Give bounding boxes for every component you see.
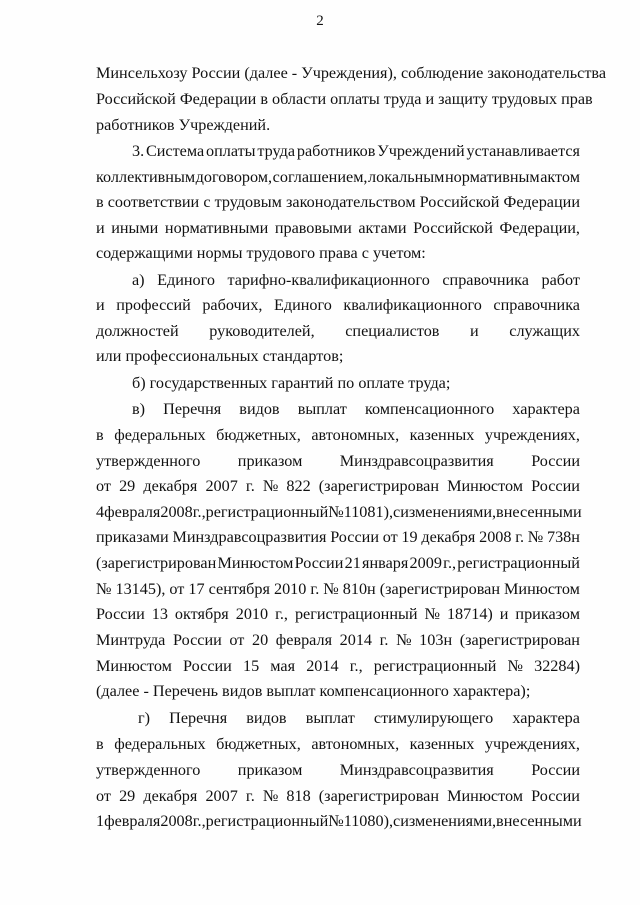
line-19 bbox=[96, 527, 580, 547]
word: видов bbox=[239, 400, 280, 418]
word: с bbox=[203, 193, 211, 211]
word: устанавливается bbox=[466, 142, 580, 160]
word: Федерации, bbox=[499, 219, 580, 237]
word: Минздравсоцразвития bbox=[339, 761, 494, 779]
line-3: работников Учреждений. bbox=[96, 116, 271, 134]
word: 11080), bbox=[343, 812, 394, 830]
word: № bbox=[328, 812, 344, 830]
word: февраля bbox=[104, 503, 161, 521]
word: октября bbox=[174, 605, 229, 623]
word: изменениями, bbox=[400, 503, 497, 521]
line-27 bbox=[96, 734, 580, 754]
word: с bbox=[393, 812, 401, 830]
line-30 bbox=[96, 811, 580, 831]
word: г. bbox=[310, 580, 320, 598]
word: должностей bbox=[96, 322, 179, 340]
word: 15 bbox=[242, 657, 260, 675]
word: автономных, bbox=[311, 426, 400, 444]
word: № bbox=[262, 477, 279, 495]
line-5 bbox=[96, 167, 580, 187]
word: 103н bbox=[419, 631, 453, 649]
word: Перечня bbox=[169, 709, 228, 727]
word: России bbox=[183, 657, 232, 675]
word: справочника bbox=[493, 296, 580, 314]
word: коллективным bbox=[96, 168, 196, 186]
word: работ bbox=[541, 271, 580, 289]
word: 3. bbox=[132, 142, 145, 160]
word: России bbox=[531, 761, 580, 779]
word: 4 bbox=[96, 503, 105, 521]
word: г., bbox=[275, 605, 288, 623]
word: характера bbox=[512, 709, 580, 727]
line-2: Российской Федерации в области оплаты труда и защиту трудовых прав bbox=[96, 90, 593, 108]
line-7 bbox=[96, 218, 580, 238]
word: квалификационного bbox=[343, 296, 482, 314]
line-22 bbox=[96, 604, 580, 624]
line-20 bbox=[96, 553, 580, 573]
word: в bbox=[96, 735, 104, 753]
word: № bbox=[328, 503, 344, 521]
word: справочника bbox=[442, 271, 529, 289]
word: г. bbox=[245, 787, 255, 805]
word: 822 bbox=[286, 477, 311, 495]
word: иными bbox=[111, 219, 159, 237]
line-21 bbox=[96, 579, 580, 599]
word: профессий bbox=[116, 296, 191, 314]
word: выплат bbox=[297, 400, 347, 418]
word: рабочих, bbox=[202, 296, 263, 314]
word: от bbox=[169, 580, 185, 598]
word: приказом bbox=[237, 452, 303, 470]
word: нормативным bbox=[444, 168, 540, 186]
line-1: Минсельхозу России (далее - Учреждения), соблюдение законодательства bbox=[96, 64, 607, 82]
word: (зарегистрирован bbox=[318, 477, 440, 495]
word: Минюстом bbox=[504, 580, 580, 598]
word: № bbox=[96, 580, 112, 598]
word: 2010 bbox=[235, 605, 269, 623]
word: России bbox=[330, 528, 379, 546]
word: актом bbox=[540, 168, 580, 186]
word: 2008 bbox=[160, 812, 193, 830]
line-4 bbox=[96, 141, 580, 161]
word: г., bbox=[443, 554, 457, 572]
word: Перечня bbox=[163, 400, 222, 418]
word: России bbox=[96, 605, 145, 623]
word: сентября bbox=[208, 580, 270, 598]
word: Минздравсоцразвития bbox=[339, 452, 494, 470]
word: 818 bbox=[286, 787, 311, 805]
word: 738н bbox=[546, 528, 580, 546]
word: (зарегистрирован bbox=[459, 631, 580, 649]
word: с bbox=[393, 503, 401, 521]
word: мая bbox=[270, 657, 296, 675]
word: приказами bbox=[96, 528, 169, 546]
word: Система bbox=[145, 142, 205, 160]
word: № bbox=[262, 787, 279, 805]
word: в bbox=[96, 193, 104, 211]
word: локальным bbox=[368, 168, 445, 186]
word: 810н bbox=[342, 580, 376, 598]
word: регистрационный bbox=[205, 812, 329, 830]
word: стимулирующего bbox=[373, 709, 494, 727]
page-number: 2 bbox=[316, 13, 324, 29]
word: 2008 bbox=[479, 528, 512, 546]
word: регистрационный bbox=[373, 657, 497, 675]
line-24 bbox=[96, 656, 580, 676]
line-13: б) государственных гарантий по оплате труда; bbox=[132, 374, 451, 392]
word: от bbox=[382, 528, 398, 546]
word: Единого bbox=[157, 271, 215, 289]
line-18 bbox=[96, 502, 580, 522]
word: России bbox=[294, 554, 344, 572]
word: 17 bbox=[188, 580, 205, 598]
word: труда bbox=[257, 142, 296, 160]
line-26 bbox=[96, 708, 580, 728]
word: России bbox=[531, 787, 580, 805]
word: в) bbox=[132, 400, 146, 418]
word: характера bbox=[512, 400, 580, 418]
word: утвержденного bbox=[96, 452, 201, 470]
word: 2009 bbox=[409, 554, 442, 572]
word: Минюстом bbox=[447, 477, 524, 495]
word: г. bbox=[245, 477, 255, 495]
word: Учреждений bbox=[377, 142, 465, 160]
word: компенсационного bbox=[364, 400, 495, 418]
word: законодательством bbox=[286, 193, 416, 211]
word: 13145), bbox=[115, 580, 166, 598]
word: 2010 bbox=[273, 580, 307, 598]
word: внесенными bbox=[496, 812, 582, 830]
word: федеральных bbox=[114, 735, 206, 753]
word: 20 bbox=[251, 631, 269, 649]
word: Российской bbox=[419, 193, 500, 211]
line-9 bbox=[96, 270, 580, 290]
word: актами bbox=[358, 219, 407, 237]
word: декабря bbox=[143, 477, 198, 495]
line-10 bbox=[96, 295, 580, 315]
word: бюджетных, bbox=[216, 735, 301, 753]
word: декабря bbox=[143, 787, 198, 805]
word: России bbox=[531, 477, 580, 495]
word: 2014 bbox=[306, 657, 339, 675]
word: Федерации bbox=[503, 193, 580, 211]
word: приказом bbox=[237, 761, 303, 779]
word: трудовым bbox=[214, 193, 282, 211]
word: регистрационный bbox=[457, 554, 580, 572]
word: регистрационный bbox=[205, 503, 329, 521]
line-16 bbox=[96, 451, 580, 471]
word: (зарегистрирован bbox=[379, 580, 500, 598]
word: 1 bbox=[96, 812, 105, 830]
word: оплаты bbox=[206, 142, 256, 160]
word: изменениями, bbox=[400, 812, 497, 830]
line-14 bbox=[96, 399, 580, 419]
word: Минтруда bbox=[96, 631, 166, 649]
word: автономных, bbox=[311, 735, 400, 753]
line-12: или профессиональных стандартов; bbox=[96, 347, 344, 365]
word: казенных bbox=[409, 426, 475, 444]
line-6 bbox=[96, 192, 580, 212]
word: договором, bbox=[195, 168, 273, 186]
word: приказом bbox=[515, 605, 580, 623]
word: Минюстом bbox=[217, 554, 294, 572]
word: 29 bbox=[119, 787, 136, 805]
word: регистрационный bbox=[294, 605, 418, 623]
word: специалистов bbox=[345, 322, 440, 340]
word: г., bbox=[192, 812, 206, 830]
word: № bbox=[424, 605, 440, 623]
word: № bbox=[507, 657, 523, 675]
word: февраля bbox=[275, 631, 333, 649]
word: Минздравсоцразвития bbox=[172, 528, 327, 546]
word: января bbox=[362, 554, 409, 572]
word: учреждениях, bbox=[484, 426, 580, 444]
word: 19 bbox=[401, 528, 418, 546]
word: Минюстом bbox=[447, 787, 524, 805]
word: федеральных bbox=[114, 426, 206, 444]
word: № bbox=[527, 528, 544, 546]
line-17 bbox=[96, 476, 580, 496]
word: казенных bbox=[409, 735, 475, 753]
word: 18714) bbox=[446, 605, 493, 623]
word: соглашением, bbox=[272, 168, 368, 186]
word: г) bbox=[138, 709, 151, 727]
word: работников bbox=[296, 142, 376, 160]
word: февраля bbox=[104, 812, 161, 830]
word: видов bbox=[246, 709, 287, 727]
word: 11081), bbox=[343, 503, 394, 521]
word: и bbox=[499, 605, 509, 623]
word: правовыми bbox=[274, 219, 352, 237]
word: нормативными bbox=[164, 219, 269, 237]
word: г. bbox=[515, 528, 525, 546]
word: г. bbox=[379, 631, 389, 649]
word: выплат bbox=[305, 709, 355, 727]
word: тарифно-квалификационного bbox=[227, 271, 430, 289]
word: и bbox=[470, 322, 479, 340]
word: 29 bbox=[119, 477, 136, 495]
word: учреждениях, bbox=[484, 735, 580, 753]
word: г., bbox=[349, 657, 363, 675]
word: руководителей, bbox=[209, 322, 315, 340]
word: в bbox=[96, 426, 104, 444]
line-29 bbox=[96, 786, 580, 806]
word: и bbox=[96, 296, 105, 314]
line-25: (далее - Перечень видов выплат компенсационного характера); bbox=[96, 682, 531, 700]
word: 2008 bbox=[160, 503, 193, 521]
line-11 bbox=[96, 321, 580, 341]
word: внесенными bbox=[496, 503, 582, 521]
word: 13 bbox=[151, 605, 168, 623]
word: 2014 bbox=[339, 631, 373, 649]
word: г., bbox=[192, 503, 206, 521]
word: Российской bbox=[413, 219, 493, 237]
word: № bbox=[396, 631, 412, 649]
word: Минюстом bbox=[96, 657, 172, 675]
word: соответствии bbox=[107, 193, 200, 211]
word: № bbox=[323, 580, 339, 598]
word: а) bbox=[132, 271, 145, 289]
word: 2007 bbox=[205, 477, 238, 495]
word: 32284) bbox=[534, 657, 580, 675]
word: бюджетных, bbox=[216, 426, 301, 444]
line-8: содержащими нормы трудового права с учетом: bbox=[96, 244, 426, 262]
word: Единого bbox=[273, 296, 332, 314]
word: 21 bbox=[344, 554, 361, 572]
line-28 bbox=[96, 760, 580, 780]
line-15 bbox=[96, 425, 580, 445]
word: утвержденного bbox=[96, 761, 201, 779]
word: от bbox=[96, 477, 111, 495]
word: России bbox=[172, 631, 222, 649]
word: (зарегистрирован bbox=[318, 787, 440, 805]
word: от bbox=[229, 631, 245, 649]
word: служащих bbox=[509, 322, 580, 340]
word: декабря bbox=[421, 528, 476, 546]
word: 2007 bbox=[205, 787, 238, 805]
word: (зарегистрирован bbox=[96, 554, 217, 572]
word: России bbox=[531, 452, 580, 470]
word: и bbox=[96, 219, 105, 237]
word: от bbox=[96, 787, 111, 805]
line-23 bbox=[96, 630, 580, 650]
